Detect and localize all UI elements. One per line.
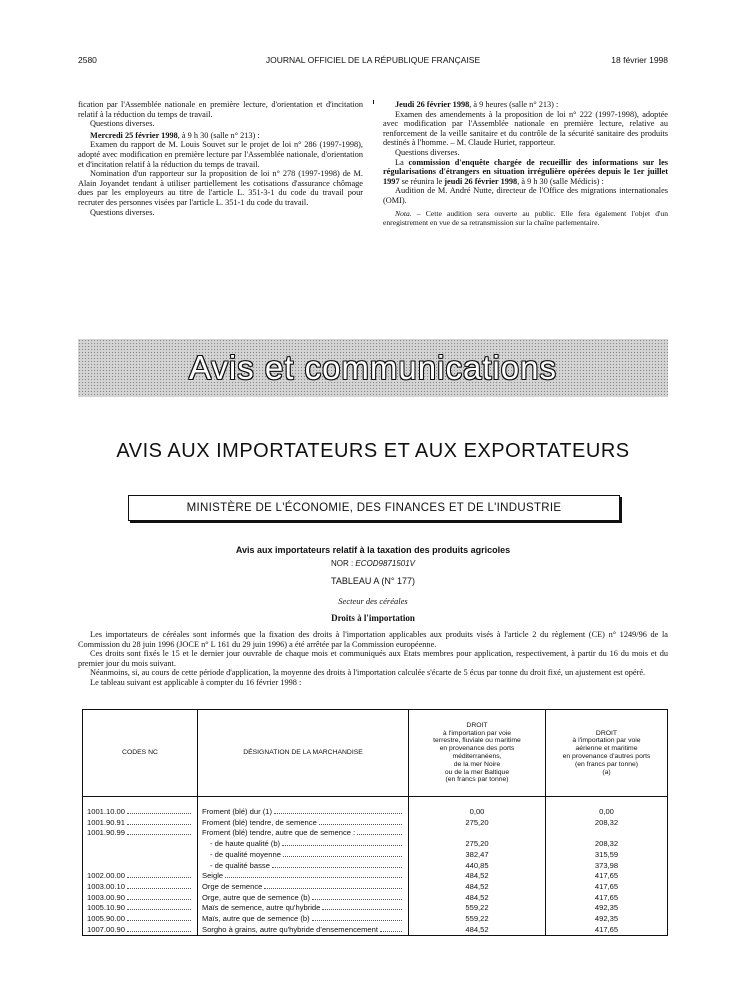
table-spacer-row xyxy=(83,797,668,808)
designation xyxy=(198,807,409,818)
nc-code xyxy=(83,828,198,839)
duty-other-ports-text: 315,59 xyxy=(594,849,619,859)
nor-code: ECOD9871501V xyxy=(355,559,416,568)
duty-other-ports-text: 208,32 xyxy=(594,839,619,849)
designation-text: Orge de semence xyxy=(202,881,263,891)
duty-other-ports xyxy=(546,925,668,936)
issue-date: 18 février 1998 xyxy=(611,55,668,65)
dot-leader xyxy=(312,919,402,921)
duty-other-ports xyxy=(546,893,668,904)
duties-title: Droits à l'importation xyxy=(331,613,415,623)
right-column xyxy=(383,100,668,227)
note xyxy=(383,209,668,227)
nc-code-text: 1003.00.10 xyxy=(87,881,126,891)
duty-mediterranean xyxy=(409,882,546,893)
dot-leader xyxy=(319,823,402,825)
table-row xyxy=(83,882,668,893)
column-header-designation: DÉSIGNATION DE LA MARCHANDISE xyxy=(198,710,409,797)
designation xyxy=(198,850,409,861)
table-row xyxy=(83,839,668,850)
nc-code xyxy=(83,850,198,861)
nc-code-text: 1003.00.90 xyxy=(87,892,126,902)
table-row xyxy=(83,850,668,861)
meeting-date: Mercredi 25 février 1998 xyxy=(90,130,178,140)
duty-other-ports xyxy=(546,818,668,829)
nc-code-text: 1005.10.90 xyxy=(87,903,126,913)
column-header-duty-mediterranean: DROIT à l'importation par voie terrestre, fluviale ou maritime en provenance des ports méditerranéens, de la mer Noire ou de la mer Baltique (en francs par tonne) xyxy=(409,710,546,797)
nc-code xyxy=(83,882,198,893)
designation-text: Froment (blé) tendre, autre que de semence : xyxy=(202,828,356,838)
dot-leader xyxy=(127,898,191,900)
nc-code-text: 1007.00.90 xyxy=(87,924,126,934)
designation-text: - de qualité moyenne xyxy=(210,849,281,859)
designation-text: Maïs de semence, autre qu'hybride xyxy=(202,903,321,913)
duty-mediterranean-text: 440,85 xyxy=(465,860,489,870)
nc-code-text: 1001.90.99 xyxy=(87,828,126,838)
meeting-time: , à 9 heures (salle n° 213) : xyxy=(469,100,559,109)
designation-text: Sorgho à grains, autre qu'hybride d'ensemencement xyxy=(202,924,378,934)
duty-other-ports xyxy=(546,882,668,893)
paragraph xyxy=(383,158,668,187)
duty-other-ports-text: 492,35 xyxy=(594,914,619,924)
notice-title: Avis aux importateurs relatif à la taxation des produits agricoles xyxy=(235,545,511,555)
designation xyxy=(198,861,409,872)
nc-code xyxy=(83,914,198,925)
nc-code-text: 1002.00.00 xyxy=(87,871,126,881)
designation xyxy=(198,818,409,829)
nc-code-text: 1001.10.00 xyxy=(87,807,126,816)
duty-mediterranean-text: 275,20 xyxy=(465,839,489,849)
duty-other-ports-text: 417,65 xyxy=(594,892,619,902)
paragraph: Nomination d'un rapporteur sur la proposition de loi n° 278 (1997-1998) de M. Alain Joyandet tendant à utiliser partiellement les cotisations d'assurance chômage dues par les employeurs au titre de l'article L. 351-3-1 du code du travail pour recruter des personnes visées par l'article L. 351-1 du code du travail. xyxy=(78,169,363,207)
nc-code xyxy=(83,861,198,872)
meeting-time: , à 9 h 30 (salle n° 213) : xyxy=(177,130,260,140)
paragraph xyxy=(383,100,668,110)
paragraph: Questions diverses. xyxy=(90,207,155,217)
dot-leader xyxy=(274,812,402,814)
table-header-row xyxy=(83,710,668,797)
nc-code xyxy=(83,839,198,850)
paragraph: Questions diverses. xyxy=(395,147,460,157)
duty-other-ports-text: 492,35 xyxy=(594,903,619,913)
duty-mediterranean xyxy=(409,861,546,872)
duty-other-ports xyxy=(546,839,668,850)
paragraph: Examen des amendements à la proposition de loi n° 222 (1997-1998), adoptée avec modification par l'Assemblée nationale en première lecture, relative au renforcement de la veille sanitaire et du contrôle de la sécurité sanitaire des produits destinés à l'homme. – M. Claude Huriet, rapporteur. xyxy=(383,109,668,148)
dot-leader xyxy=(127,887,191,889)
paragraph: Examen du rapport de M. Louis Souvet sur le projet de loi n° 286 (1997-1998), adopté avec modification en première lecture par l'Assemblée nationale, d'orientation et d'incitation relatif à la réduction du temps de travail. xyxy=(78,140,363,169)
duty-mediterranean xyxy=(409,925,546,936)
dot-leader xyxy=(283,855,402,857)
duty-other-ports xyxy=(546,828,668,839)
duty-mediterranean xyxy=(409,807,546,818)
duty-mediterranean xyxy=(409,850,546,861)
duty-other-ports xyxy=(546,914,668,925)
designation xyxy=(198,882,409,893)
column-divider xyxy=(373,100,374,104)
table-row xyxy=(83,807,668,818)
paragraph: Les importateurs de céréales sont informés que la fixation des droits à l'importation applicables aux produits visés à l'article 2 du règlement (CE) n° 1249/96 de la Commission du 28 juin 1996 (JOCE n° L 161 du 29 juin 1996) a été arrêtée par la Commission européenne. xyxy=(78,630,668,649)
dot-leader xyxy=(127,823,191,825)
import-duties-table xyxy=(82,709,668,936)
designation xyxy=(198,871,409,882)
nc-code xyxy=(83,871,198,882)
page-header xyxy=(78,55,668,69)
page-number: 2580 xyxy=(78,55,97,65)
sector-title: Secteur des céréales xyxy=(338,596,408,606)
meeting-date: Jeudi 26 février 1998 xyxy=(395,100,470,109)
paragraph: Néanmoins, si, au cours de cette période d'application, la moyenne des droits à l'importation calculée s'écarte de 5 écus par tonne du droit fixé, un ajustement est opéré. xyxy=(90,668,646,677)
nor-label: NOR : xyxy=(330,559,356,568)
duty-other-ports-text: 417,65 xyxy=(594,871,619,881)
dot-leader xyxy=(357,833,402,835)
designation xyxy=(198,839,409,850)
dot-leader xyxy=(264,887,402,889)
dot-leader xyxy=(282,844,402,846)
table-row xyxy=(83,903,668,914)
designation-text: Maïs, autre que de semence (b) xyxy=(202,914,310,924)
column-header-duty-other-ports: DROIT à l'importation par voie aérienne et maritime en provenance d'autres ports (en francs par tonne) (a) xyxy=(546,710,668,797)
table-row xyxy=(83,818,668,829)
designation-text: Froment (blé) tendre, de semence xyxy=(202,817,317,827)
note-text: – Cette audition sera ouverte au public. Elle fera également l'objet d'un enregistrement en vue de sa retransmission sur la chaîne parlementaire. xyxy=(383,208,668,227)
designation xyxy=(198,903,409,914)
nc-code xyxy=(83,903,198,914)
table-row xyxy=(83,828,668,839)
duty-other-ports-text: 417,65 xyxy=(594,924,619,934)
dot-leader xyxy=(127,908,191,910)
duty-mediterranean xyxy=(409,871,546,882)
duty-other-ports xyxy=(546,850,668,861)
nor-reference xyxy=(78,559,668,568)
table-row xyxy=(83,925,668,936)
paragraph xyxy=(78,131,363,141)
left-column xyxy=(78,100,363,217)
designation-text: Seigle xyxy=(202,871,224,881)
designation-text: - de qualité basse xyxy=(210,860,270,870)
duty-mediterranean xyxy=(409,914,546,925)
commission-name: commission d'enquête chargée de recueillir des informations sur les régularisations d'étrangers en situation irrégulière opérées depuis le 1er juillet 1997 xyxy=(383,157,668,186)
table-row xyxy=(83,893,668,904)
dot-leader xyxy=(380,930,402,932)
duty-mediterranean-text: 484,52 xyxy=(465,871,489,881)
duty-mediterranean-text: 382,47 xyxy=(465,849,489,859)
designation xyxy=(198,893,409,904)
designation xyxy=(198,925,409,936)
notice-body xyxy=(78,630,668,687)
duty-other-ports xyxy=(546,861,668,872)
table-row xyxy=(83,861,668,872)
nc-code xyxy=(83,925,198,936)
duty-mediterranean-text: 559,22 xyxy=(465,914,489,924)
duty-mediterranean-text: 275,20 xyxy=(465,817,489,827)
text-run: se réunira le xyxy=(399,176,445,186)
tableau-title: TABLEAU A (N° 177) xyxy=(331,576,415,586)
dot-leader xyxy=(127,876,191,878)
duty-other-ports xyxy=(546,903,668,914)
table-row xyxy=(83,871,668,882)
dot-leader xyxy=(322,908,402,910)
ministry-box xyxy=(128,495,620,521)
banner-title: Avis et communications xyxy=(188,349,558,386)
duty-other-ports-text: 417,65 xyxy=(594,881,619,891)
dot-leader xyxy=(127,919,191,921)
dot-leader xyxy=(225,876,402,878)
nc-code xyxy=(83,893,198,904)
paragraph: Audition de M. André Nutte, directeur de l'Office des migrations internationales (OMI). xyxy=(383,186,668,205)
duty-mediterranean xyxy=(409,818,546,829)
duty-mediterranean-text: 484,52 xyxy=(465,924,489,934)
nc-code-text: 1005.90.00 xyxy=(87,914,126,924)
duty-mediterranean-text: 559,22 xyxy=(465,903,489,913)
dot-leader xyxy=(127,930,191,932)
duty-other-ports-text: 0,00 xyxy=(599,807,614,816)
duty-other-ports-text: 373,98 xyxy=(594,860,619,870)
duty-mediterranean-text: 0,00 xyxy=(469,807,485,816)
dot-leader xyxy=(127,812,191,814)
dot-leader xyxy=(127,833,191,835)
nc-code xyxy=(83,818,198,829)
ministry-name: MINISTÈRE DE L'ÉCONOMIE, DES FINANCES ET DE L'INDUSTRIE xyxy=(186,502,562,514)
designation-text: Orge, autre que de semence (b) xyxy=(202,892,311,902)
meeting-date: jeudi 26 février 1998 xyxy=(444,176,518,186)
section-title: AVIS AUX IMPORTATEURS ET AUX EXPORTATEURS xyxy=(116,440,630,462)
duty-mediterranean xyxy=(409,893,546,904)
duty-other-ports xyxy=(546,807,668,818)
paragraph: Ces droits sont fixés le 15 et le dernier jour ouvrable de chaque mois et communiqués aux Etats membres pour application, respectivement, à partir du 16 du mois et du premier jour du mois suivant. xyxy=(78,649,668,668)
paragraph: fication par l'Assemblée nationale en première lecture, d'orientation et d'incitation relatif à la réduction du temps de travail. xyxy=(78,100,363,119)
designation-text: - de haute qualité (b) xyxy=(210,839,281,849)
duty-mediterranean-text: 484,52 xyxy=(465,881,489,891)
duty-mediterranean xyxy=(409,903,546,914)
note-label: Nota. xyxy=(395,208,412,218)
meeting-time: , à 9 h 30 (salle Médicis) : xyxy=(517,176,604,186)
designation xyxy=(198,914,409,925)
duty-mediterranean xyxy=(409,839,546,850)
duty-mediterranean-text: 484,52 xyxy=(465,892,489,902)
designation-text: Froment (blé) dur (1) xyxy=(202,807,273,816)
designation xyxy=(198,828,409,839)
column-header-codes: CODES NC xyxy=(83,710,198,797)
paragraph: Questions diverses. xyxy=(90,119,155,129)
journal-title: JOURNAL OFFICIEL DE LA RÉPUBLIQUE FRANÇAISE xyxy=(265,55,481,65)
text-run: La xyxy=(395,157,409,167)
nc-code-text: 1001.90.91 xyxy=(87,817,126,827)
duty-mediterranean xyxy=(409,828,546,839)
dot-leader xyxy=(312,898,402,900)
nc-code xyxy=(83,807,198,818)
paragraph: Le tableau suivant est applicable à compter du 16 février 1998 : xyxy=(90,677,302,687)
table-row xyxy=(83,914,668,925)
section-banner xyxy=(78,339,668,397)
duty-other-ports xyxy=(546,871,668,882)
duty-other-ports-text: 208,32 xyxy=(594,817,619,827)
dot-leader xyxy=(272,866,402,868)
